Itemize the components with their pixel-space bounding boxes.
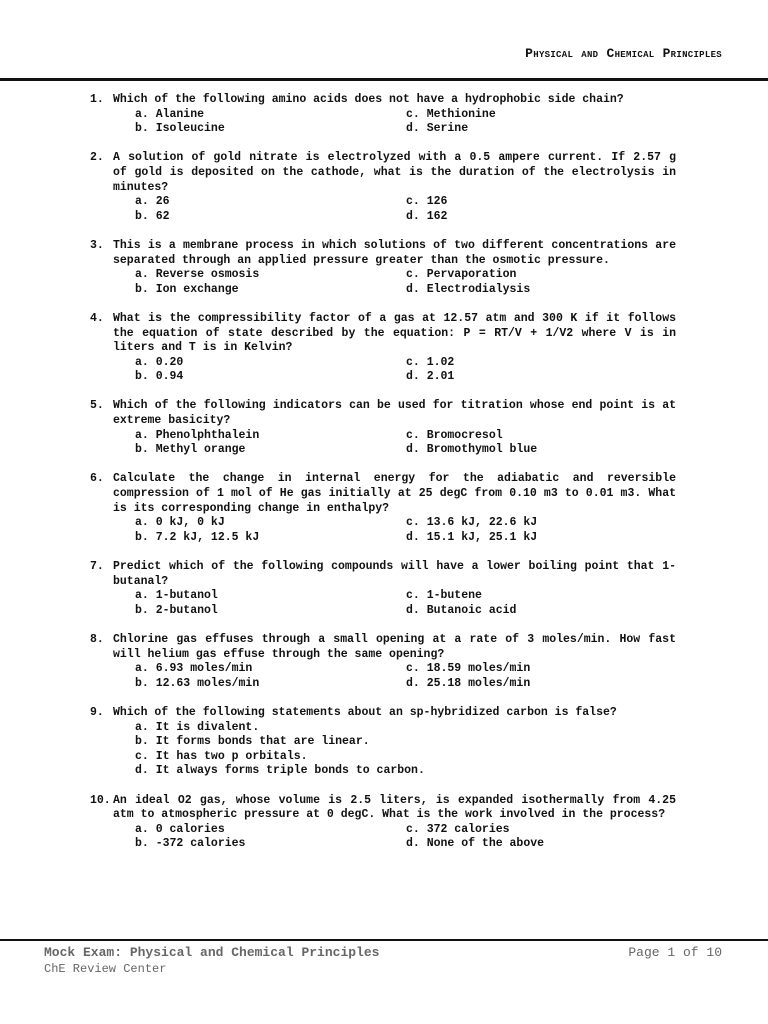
header-rule [0, 78, 768, 81]
question-item [0, 560, 768, 618]
answer-options [135, 429, 676, 458]
answer-options [135, 356, 676, 385]
answer-option: c. 18.59 moles/min [406, 662, 531, 676]
answer-option: c. 1.02 [406, 355, 455, 369]
answer-option: b. 7.2 kJ, 12.5 kJ [135, 530, 260, 544]
answer-option: d. Bromothymol blue [406, 443, 538, 457]
question-number: 6. [90, 472, 104, 486]
answer-option: c. It has two p orbitals. [135, 749, 308, 763]
question-text: Chlorine gas effuses through a small opening at a rate of 3 moles/min. How fast will helium gas effuse through the same opening? [113, 632, 676, 661]
question-number: 9. [90, 705, 104, 719]
question-text: A solution of gold nitrate is electrolyzed with a 0.5 ampere current. If 2.57 g of gold is deposited on the cathode, what is the duration of the electrolysis in minutes? [113, 151, 676, 194]
answer-option: a. 0.20 [135, 355, 184, 369]
answer-option: a. Reverse osmosis [135, 268, 260, 282]
question-text: An ideal O2 gas, whose volume is 2.5 liters, is expanded isothermally from 4.25 atm to atmospheric pressure at 0 degC. What is the work involved in the process? [113, 793, 676, 822]
question-number: 10. [90, 793, 111, 807]
answer-option: d. 25.18 moles/min [406, 676, 531, 690]
answer-options [135, 268, 676, 297]
answer-option: d. 2.01 [406, 370, 455, 384]
question-list [0, 93, 768, 866]
answer-options [135, 721, 676, 779]
answer-option: c. 13.6 kJ, 22.6 kJ [406, 516, 538, 530]
answer-option: a. Phenolphthalein [135, 428, 260, 442]
question-text: Predict which of the following compounds will have a lower boiling point that 1-butanal? [113, 560, 676, 588]
footer-center-name: ChE Review Center [44, 962, 167, 976]
answer-options [135, 662, 676, 691]
question-item [0, 312, 768, 385]
answer-option: b. Methyl orange [135, 443, 246, 457]
answer-option: a. Alanine [135, 107, 205, 121]
answer-options [135, 195, 676, 224]
answer-option: c. Methionine [406, 107, 496, 121]
answer-options [135, 516, 676, 545]
answer-option: b. -372 calories [135, 837, 246, 851]
answer-options [135, 108, 676, 137]
answer-option: a. 6.93 moles/min [135, 662, 253, 676]
answer-option: c. 372 calories [406, 822, 510, 836]
answer-option: a. 26 [135, 195, 170, 209]
answer-option: a. It is divalent. [135, 720, 260, 734]
answer-option: b. 0.94 [135, 370, 184, 384]
answer-options [135, 589, 676, 618]
question-text: This is a membrane process in which solutions of two different concentrations are separated through an applied pressure greater than the osmotic pressure. [113, 238, 676, 267]
question-number: 1. [90, 93, 104, 106]
answer-option: c. 1-butene [406, 589, 482, 603]
answer-option: b. 62 [135, 209, 170, 223]
question-text: Calculate the change in internal energy for the adiabatic and reversible compression of 1 mol of He gas initially at 25 degC from 0.10 m3 to 0.01 m3. What is its corresponding change in enthalpy? [113, 472, 676, 515]
question-number: 3. [90, 238, 104, 252]
question-number: 7. [90, 560, 104, 573]
question-item [0, 633, 768, 691]
answer-option: d. None of the above [406, 837, 545, 851]
question-item [0, 399, 768, 457]
answer-option: c. Bromocresol [406, 428, 503, 442]
answer-option: d. Electrodialysis [406, 282, 531, 296]
question-item [0, 151, 768, 224]
answer-option: a. 1-butanol [135, 589, 218, 603]
question-item [0, 239, 768, 297]
footer-rule [0, 939, 768, 941]
answer-option: d. 15.1 kJ, 25.1 kJ [406, 530, 538, 544]
question-number: 4. [90, 311, 104, 325]
answer-option: b. 12.63 moles/min [135, 676, 260, 690]
answer-option: b. Isoleucine [135, 122, 225, 136]
answer-option: d. Serine [406, 122, 469, 136]
answer-options [135, 823, 676, 852]
answer-option: b. It forms bonds that are linear. [135, 735, 370, 749]
answer-option: c. 126 [406, 195, 448, 209]
question-number: 2. [90, 151, 104, 165]
question-text: Which of the following indicators can be used for titration whose end point is at extreme basicity? [113, 399, 676, 428]
answer-option: a. 0 kJ, 0 kJ [135, 516, 225, 530]
answer-option: b. Ion exchange [135, 282, 239, 296]
footer-page-number: Page 1 of 10 [628, 945, 722, 960]
footer-exam-title: Mock Exam: Physical and Chemical Principles [44, 945, 380, 960]
answer-option: a. 0 calories [135, 822, 225, 836]
question-item [0, 794, 768, 852]
page-header-title: Physical and Chemical Principles [525, 46, 722, 61]
answer-option: d. 162 [406, 209, 448, 223]
question-text: What is the compressibility factor of a gas at 12.57 atm and 300 K if it follows the equation of state described by the equation: P = RT/V + 1/V2 where V is in liters and T is in Kelvin? [113, 311, 676, 355]
answer-option: d. It always forms triple bonds to carbon. [135, 764, 425, 778]
question-text: Which of the following amino acids does not have a hydrophobic side chain? [113, 93, 624, 106]
question-item [0, 706, 768, 779]
answer-option: b. 2-butanol [135, 603, 218, 617]
answer-option: d. Butanoic acid [406, 603, 517, 617]
question-number: 8. [90, 632, 104, 646]
question-number: 5. [90, 399, 104, 413]
question-item [0, 93, 768, 137]
answer-option: c. Pervaporation [406, 268, 517, 282]
question-text: Which of the following statements about an sp-hybridized carbon is false? [113, 705, 617, 719]
question-item [0, 472, 768, 545]
